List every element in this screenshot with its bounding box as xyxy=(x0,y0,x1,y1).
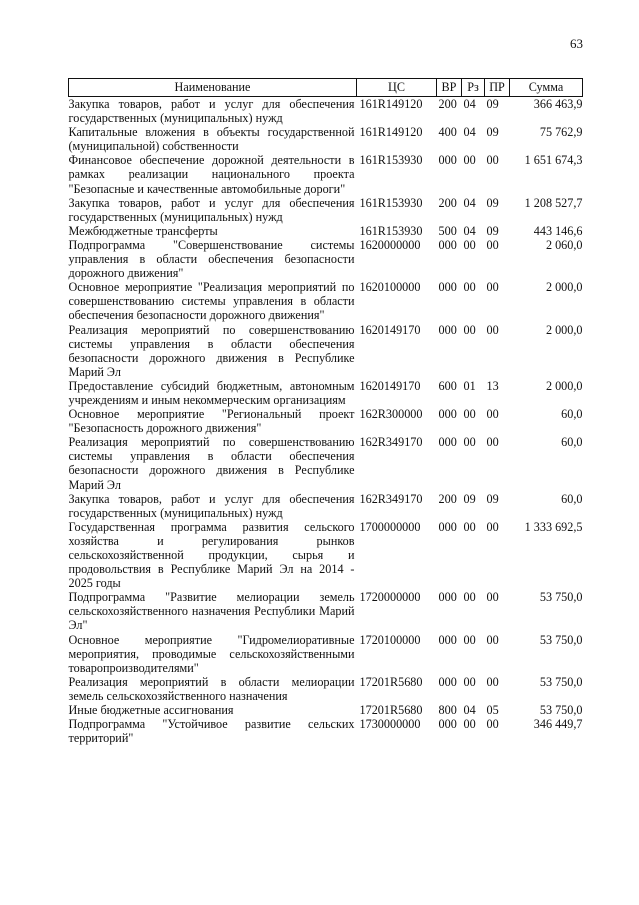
cell-vr: 000 xyxy=(438,674,457,689)
cell-rz: 09 xyxy=(463,491,476,506)
column-header-pr: ПР xyxy=(485,79,510,97)
cell-name: Подпрограмма "Устойчивое развитие сельских территорий" xyxy=(68,717,355,746)
cell-name: Подпрограмма "Развитие мелиорации земель сельскохозяйственного назначения Республики Марий Эл" xyxy=(68,590,355,633)
cell-rz: 00 xyxy=(463,435,476,450)
cell-cs: 161R149120 xyxy=(359,125,423,140)
cell-vr: 400 xyxy=(438,125,457,140)
column-header-cs: ЦС xyxy=(357,79,437,97)
cell-rz: 00 xyxy=(463,674,476,689)
cell-cs: 1700000000 xyxy=(359,519,421,534)
cell-rz: 04 xyxy=(463,97,476,111)
cell-cs: 1620100000 xyxy=(359,280,421,295)
page-number: 63 xyxy=(570,36,583,51)
cell-pr: 00 xyxy=(486,590,499,605)
cell-cs: 161R153930 xyxy=(359,195,423,210)
table-row xyxy=(69,379,583,407)
cell-rz: 00 xyxy=(463,153,476,168)
cell-vr: 200 xyxy=(438,195,457,210)
cell-name: Закупка товаров, работ и услуг для обеспечения государственных (муниципальных) нужд xyxy=(68,491,355,520)
cell-name: Финансовое обеспечение дорожной деятельности в рамках реализации национального проекта "Безопасные и качественные автомобильные дороги" xyxy=(68,153,355,196)
cell-name: Основное мероприятие "Гидромелиоративные мероприятия, проводимые сельскохозяйственными товаропроизводителями" xyxy=(68,632,355,675)
cell-sum: 60,0 xyxy=(561,491,583,506)
cell-name: Межбюджетные трансферты xyxy=(68,223,218,238)
cell-rz: 01 xyxy=(463,378,476,393)
cell-rz: 00 xyxy=(463,280,476,295)
cell-cs: 17201R5680 xyxy=(359,703,423,718)
cell-sum: 2 000,0 xyxy=(545,280,583,295)
table-row xyxy=(69,224,583,238)
table-row xyxy=(69,703,583,717)
cell-name: Закупка товаров, работ и услуг для обеспечения государственных (муниципальных) нужд xyxy=(68,195,355,224)
cell-cs: 1620149170 xyxy=(359,322,421,337)
cell-rz: 00 xyxy=(463,237,476,252)
table-row xyxy=(69,125,583,153)
table-row xyxy=(69,633,583,675)
cell-pr: 00 xyxy=(486,153,499,168)
cell-rz: 00 xyxy=(463,590,476,605)
cell-pr: 00 xyxy=(486,717,499,732)
table-row xyxy=(69,97,583,126)
table-row xyxy=(69,520,583,590)
cell-vr: 600 xyxy=(438,378,457,393)
cell-pr: 09 xyxy=(486,195,499,210)
cell-sum: 1 333 692,5 xyxy=(524,519,583,534)
cell-cs: 161R153930 xyxy=(359,153,423,168)
cell-sum: 60,0 xyxy=(561,407,583,422)
cell-name: Основное мероприятие "Реализация мероприятий по совершенствованию системы управления в области обеспечения безопасности дорожного движения" xyxy=(68,280,355,323)
cell-sum: 53 750,0 xyxy=(539,590,583,605)
cell-rz: 00 xyxy=(463,632,476,647)
cell-name: Реализация мероприятий по совершенствованию системы управления в области обеспечения безопасности дорожного движения в Республике Марий Эл xyxy=(68,435,355,492)
cell-pr: 00 xyxy=(486,280,499,295)
table-row xyxy=(69,280,583,322)
cell-rz: 04 xyxy=(463,703,476,718)
budget-table xyxy=(68,78,583,745)
column-header-sum: Сумма xyxy=(510,79,583,97)
cell-rz: 04 xyxy=(463,195,476,210)
cell-sum: 1 208 527,7 xyxy=(524,195,583,210)
cell-name: Иные бюджетные ассигнования xyxy=(68,703,234,718)
cell-cs: 1720100000 xyxy=(359,632,421,647)
cell-sum: 53 750,0 xyxy=(539,632,583,647)
cell-rz: 00 xyxy=(463,717,476,732)
cell-vr: 000 xyxy=(438,590,457,605)
cell-cs: 162R300000 xyxy=(359,407,423,422)
cell-name: Подпрограмма "Совершенствование системы управления в области обеспечения безопасности дорожного движения" xyxy=(68,237,355,281)
column-header-rz: Рз xyxy=(462,79,485,97)
cell-vr: 200 xyxy=(438,97,457,111)
cell-rz: 00 xyxy=(463,407,476,422)
cell-cs: 161R149120 xyxy=(359,97,423,111)
cell-pr: 00 xyxy=(486,435,499,450)
cell-name: Государственная программа развития сельского хозяйства и регулирования рынков сельскохозяйственной продукции, сырья и продовольствия в Республике Марий Эл на 2014 - 2025 годы xyxy=(68,519,355,591)
cell-vr: 000 xyxy=(438,435,457,450)
table-row xyxy=(69,407,583,435)
cell-sum: 2 000,0 xyxy=(545,322,583,337)
cell-sum: 346 449,7 xyxy=(533,717,583,732)
cell-pr: 09 xyxy=(486,125,499,140)
table-row xyxy=(69,196,583,224)
cell-name: Основное мероприятие "Региональный проект "Безопасность дорожного движения" xyxy=(68,407,355,436)
table-row xyxy=(69,675,583,703)
table-row xyxy=(69,492,583,520)
table-row xyxy=(69,590,583,632)
cell-cs: 162R349170 xyxy=(359,435,423,450)
cell-cs: 161R153930 xyxy=(359,223,423,238)
table-row xyxy=(69,717,583,745)
table-row xyxy=(69,435,583,491)
cell-rz: 04 xyxy=(463,125,476,140)
cell-cs: 1620000000 xyxy=(359,237,421,252)
cell-vr: 000 xyxy=(438,632,457,647)
cell-vr: 500 xyxy=(438,223,457,238)
cell-cs: 1620149170 xyxy=(359,378,421,393)
table-row xyxy=(69,238,583,280)
cell-sum: 2 000,0 xyxy=(545,378,583,393)
cell-pr: 00 xyxy=(486,237,499,252)
cell-sum: 53 750,0 xyxy=(539,674,583,689)
cell-sum: 53 750,0 xyxy=(539,703,583,718)
cell-pr: 00 xyxy=(486,632,499,647)
cell-pr: 09 xyxy=(486,491,499,506)
cell-cs: 162R349170 xyxy=(359,491,423,506)
cell-vr: 000 xyxy=(438,322,457,337)
cell-rz: 00 xyxy=(463,519,476,534)
cell-name: Реализация мероприятий по совершенствованию системы управления в области обеспечения безопасности дорожного движения в Республике Марий Эл xyxy=(68,322,355,379)
cell-cs: 1730000000 xyxy=(359,717,421,732)
cell-vr: 000 xyxy=(438,153,457,168)
cell-vr: 000 xyxy=(438,407,457,422)
cell-pr: 00 xyxy=(486,519,499,534)
column-header-vr: ВР xyxy=(437,79,462,97)
cell-pr: 00 xyxy=(486,674,499,689)
table-row xyxy=(69,153,583,195)
cell-pr: 05 xyxy=(486,703,499,718)
cell-cs: 17201R5680 xyxy=(359,674,423,689)
cell-pr: 09 xyxy=(486,97,499,111)
cell-sum: 443 146,6 xyxy=(533,223,583,238)
cell-vr: 000 xyxy=(438,519,457,534)
cell-pr: 00 xyxy=(486,322,499,337)
cell-rz: 00 xyxy=(463,322,476,337)
cell-rz: 04 xyxy=(463,223,476,238)
cell-name: Предоставление субсидий бюджетным, автономным учреждениям и иным некоммерческим организациям xyxy=(68,378,355,407)
cell-name: Реализация мероприятий в области мелиорации земель сельскохозяйственного назначения xyxy=(68,674,355,703)
column-header-name: Наименование xyxy=(69,79,357,97)
cell-pr: 00 xyxy=(486,407,499,422)
cell-name: Закупка товаров, работ и услуг для обеспечения государственных (муниципальных) нужд xyxy=(68,97,355,126)
cell-vr: 000 xyxy=(438,280,457,295)
table-body xyxy=(69,97,583,746)
cell-sum: 75 762,9 xyxy=(539,125,583,140)
cell-vr: 800 xyxy=(438,703,457,718)
cell-vr: 000 xyxy=(438,717,457,732)
cell-sum: 1 651 674,3 xyxy=(524,153,583,168)
table-header-row xyxy=(69,79,583,97)
cell-sum: 2 060,0 xyxy=(545,237,583,252)
cell-name: Капитальные вложения в объекты государственной (муниципальной) собственности xyxy=(68,125,355,154)
cell-vr: 000 xyxy=(438,237,457,252)
cell-pr: 13 xyxy=(486,378,499,393)
cell-pr: 09 xyxy=(486,223,499,238)
cell-sum: 366 463,9 xyxy=(533,97,583,111)
cell-cs: 1720000000 xyxy=(359,590,421,605)
cell-sum: 60,0 xyxy=(561,435,583,450)
cell-vr: 200 xyxy=(438,491,457,506)
table-row xyxy=(69,323,583,379)
